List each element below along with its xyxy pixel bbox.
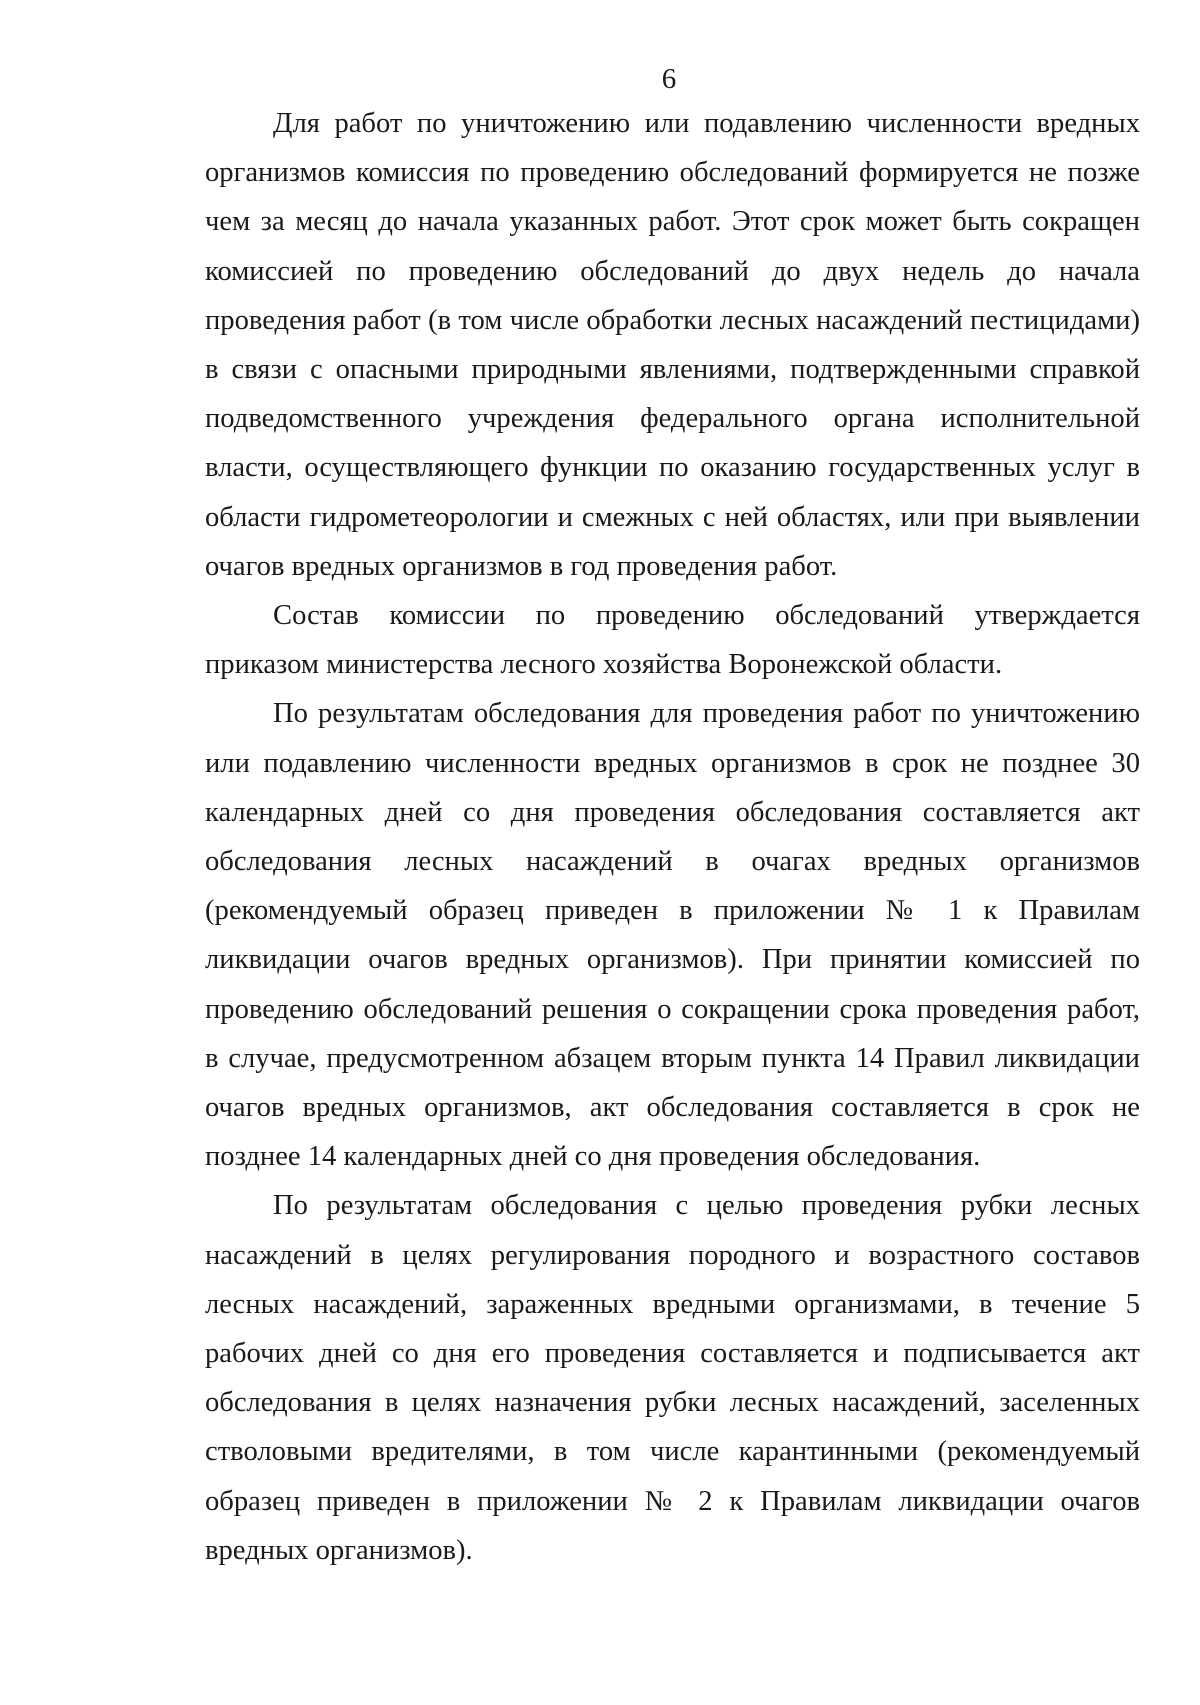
document-body (205, 99, 1140, 1575)
page-number: 6 (661, 63, 677, 95)
paragraph-commission-timing: Для работ по уничтожению или подавлению численности вредных организмов комиссия по проведению обследований формируется не позже чем за месяц до начала указанных работ. Этот срок может быть сокращен комиссией по проведению обследований до двух недель до начала проведения работ (в том числе обработки лесных насаждений пестицидами) в связи с опасными природными явлениями, подтвержденными справкой подведомственного учреждения федерального органа исполнительной власти, осуществляющего функции по оказанию государственных услуг в области гидрометеорологии и смежных с ней областях, или при выявлении очагов вредных организмов в год проведения работ. (205, 108, 1140, 582)
paragraph-survey-act-felling: По результатам обследования с целью проведения рубки лесных насаждений в целях регулирования породного и возрастного составов лесных насаждений, зараженных вредными организмами, в течение 5 рабочих дней со дня его проведения составляется и подписывается акт обследования в целях назначения рубки лесных насаждений, заселенных стволовыми вредителями, в том числе карантинными (рекомендуемый образец приведен в приложении № 2 к Правилам ликвидации очагов вредных организмов). (205, 1190, 1140, 1566)
paragraph-commission-composition: Состав комиссии по проведению обследований утверждается приказом министерства лесного хозяйства Воронежской области. (205, 600, 1140, 681)
paragraph-survey-act-pest-control: По результатам обследования для проведения работ по уничтожению или подавлению численности вредных организмов в срок не позднее 30 календарных дней со дня проведения обследования составляется акт обследования лесных насаждений в очагах вредных организмов (рекомендуемый образец приведен в приложении № 1 к Правилам ликвидации очагов вредных организмов). При принятии комиссией по проведению обследований решения о сокращении срока проведения работ, в случае, предусмотренном абзацем вторым пункта 14 Правил ликвидации очагов вредных организмов, акт обследования составляется в срок не позднее 14 календарных дней со дня проведения обследования. (205, 698, 1140, 1173)
